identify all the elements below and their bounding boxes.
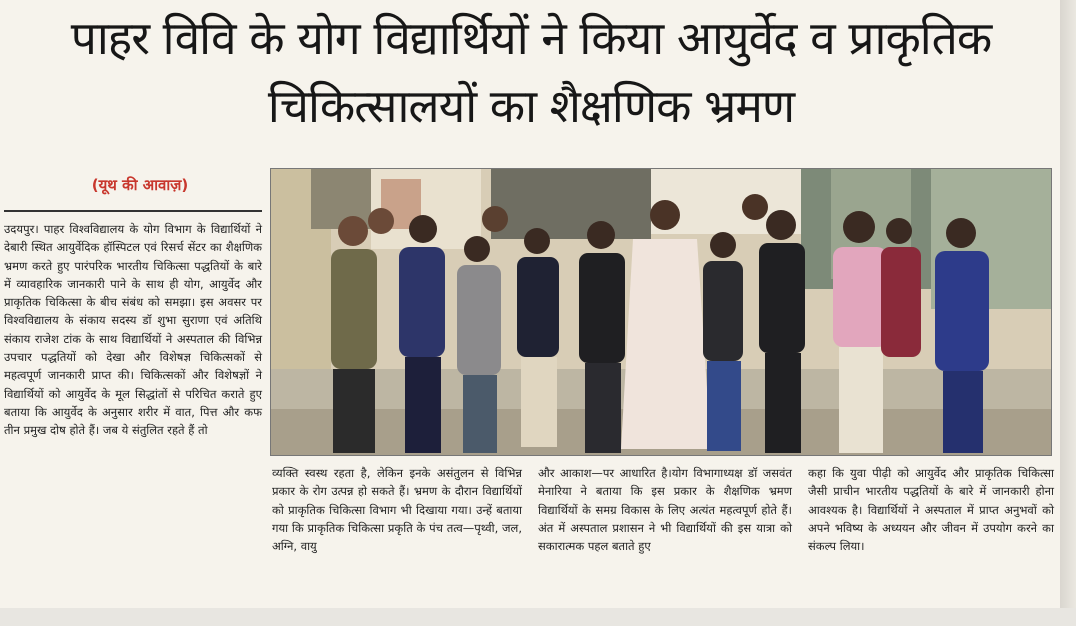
group-photo	[270, 168, 1052, 456]
group-photo-illustration	[271, 169, 1051, 455]
divider-rule	[4, 210, 262, 212]
article-paragraph: व्यक्ति स्वस्थ रहता है, लेकिन इनके असंतुलन से विभिन्न प्रकार के रोग उत्पन्न हो सकते हैं। भ्रमण के दौरान विद्यार्थियों को प्राकृतिक चिकित्सा विभाग भी दिखाया गया। उन्हें बताया गया कि प्राकृतिक चिकित्सा प्रकृति के पंच तत्व—पृथ्वी, जल, अग्नि, वायु	[272, 466, 522, 554]
article-column-1	[4, 220, 262, 440]
article-paragraph: और आकाश—पर आधारित है।योग विभागाध्यक्ष डॉ जसवंत मेनारिया ने बताया कि इस प्रकार के शैक्षणिक भ्रमण विद्यार्थियों के समग्र विकास के लिए अत्यंत महत्वपूर्ण होते हैं। अंत में अस्पताल प्रशासन ने भी विद्यार्थियों की इस यात्रा को सकारात्मक पहल बताते हुए	[538, 466, 792, 554]
source-credit: (यूथ की आवाज़)	[91, 176, 189, 194]
article-paragraph: कहा कि युवा पीढ़ी को आयुर्वेद और प्राकृतिक चिकित्सा जैसी प्राचीन भारतीय पद्धतियों के बारे में जानकारी होना आवश्यक है। विद्यार्थियों ने अस्पताल में प्राप्त अनुभवों को अपने भविष्य के अध्ययन और जीवन में उपयोग करने का संकल्प लिया।	[808, 466, 1054, 554]
headline: पाहर विवि के योग विद्यार्थियों ने किया आयुर्वेद व प्राकृतिक चिकित्सालयों का शैक्षणिक भ्रमण	[70, 11, 992, 133]
article-paragraph: उदयपुर। पाहर विश्वविद्यालय के योग विभाग के विद्यार्थियों ने देबारी स्थित आयुर्वेदिक हॉस्पिटल एवं रिसर्च सेंटर का शैक्षणिक भ्रमण करते हुए पारंपरिक भारतीय चिकित्सा पद्धतियों के बारे में व्यावहारिक जानकारी पाने के साथ ही योग, आयुर्वेद और प्राकृतिक चिकित्सा के बीच संबंध को समझा। इस अवसर पर विश्वविद्यालय के संकाय सदस्य डॉ शुभा सुराणा एवं अतिथि संकाय राजेश टांक के साथ विद्यार्थियों ने अस्पताल की विभिन्न उपचार पद्धतियों को देखा और विशेषज्ञ चिकित्सकों से महत्वपूर्ण जानकारी प्राप्त की। चिकित्सकों और विशेषज्ञों ने विद्यार्थियों को आयुर्वेद के मूल सिद्धांतों से परिचित कराते हुए बताया कि आयुर्वेद के अनुसार शरीर में वात, पित्त और कफ तीन प्रमुख दोष होते हैं। जब ये संतुलित रहते हैं तो	[4, 222, 262, 438]
scan-bottom-edge	[0, 608, 1076, 626]
article-column-3	[538, 464, 792, 555]
article-column-2	[272, 464, 522, 555]
scan-edge	[1060, 0, 1076, 626]
article-column-4	[808, 464, 1054, 555]
